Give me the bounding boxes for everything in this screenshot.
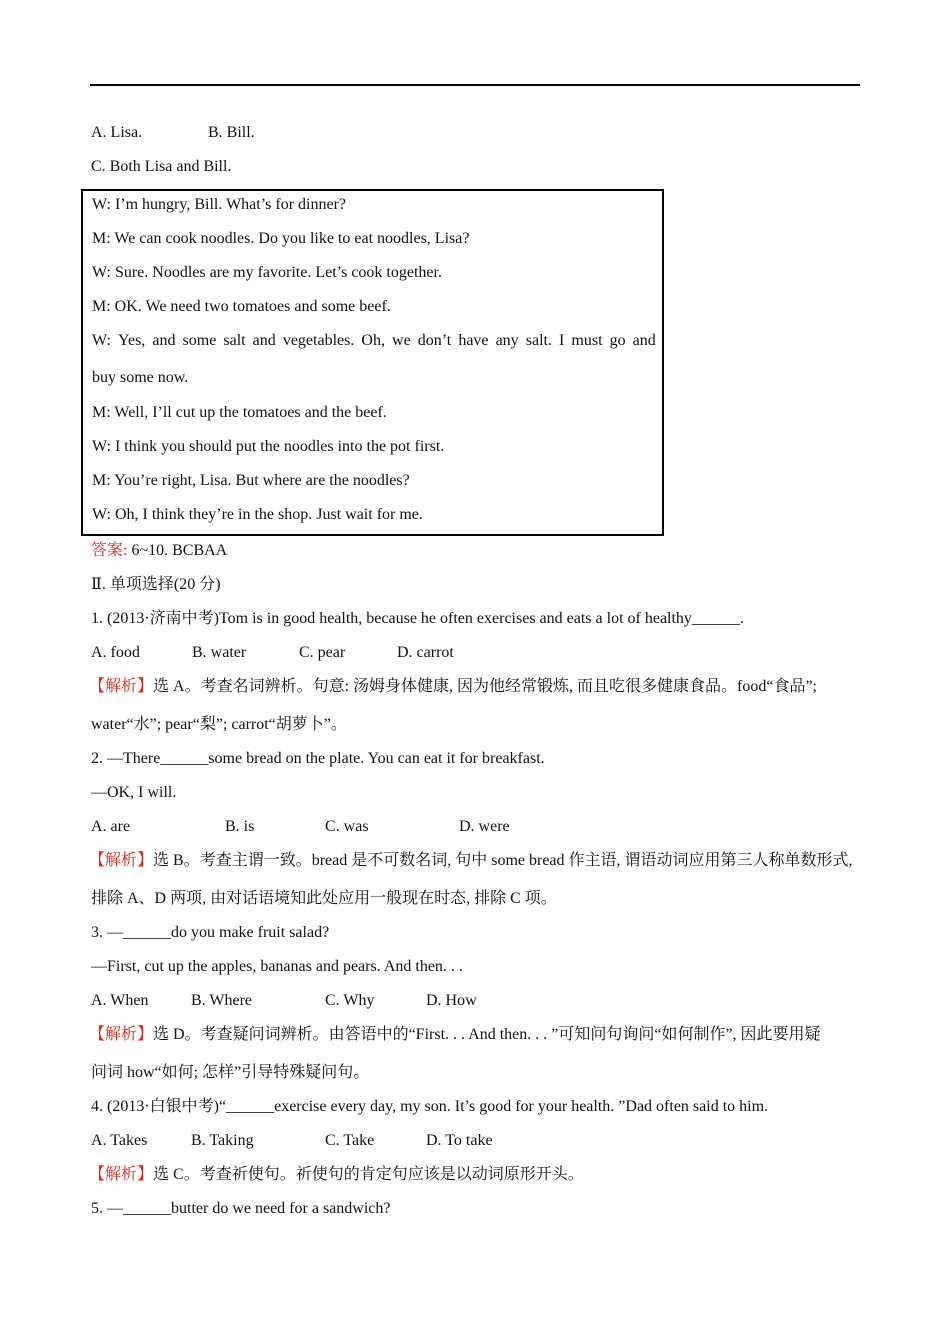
dialogue-word: don’t xyxy=(417,332,452,349)
q1-analysis-line-1 xyxy=(89,677,817,697)
question-2-options xyxy=(91,817,510,837)
option-row xyxy=(91,123,255,143)
dialogue-line: M: You’re right, Lisa. But where are the noodles? xyxy=(92,472,410,489)
q2-option: C. was xyxy=(325,818,369,835)
dialogue-word: some xyxy=(182,332,217,349)
q4-option: C. Take xyxy=(325,1132,375,1149)
q3-analysis-text: 选 D。考查疑问词辨析。由答语中的“First. . . And then. . . ”可知问句询问“如何制作”, 因此要用疑 xyxy=(153,1026,821,1043)
dialogue-line: M: Well, I’ll cut up the tomatoes and the beef. xyxy=(92,404,387,421)
question-5-stem: 5. —______butter do we need for a sandwich? xyxy=(91,1200,391,1217)
q2-analysis-line-2: 排除 A、D 两项, 由对话语境知此处应用一般现在时态, 排除 C 项。 xyxy=(91,890,557,907)
dialogue-line: W: I think you should put the noodles into the pot first. xyxy=(92,438,445,455)
question-1-options xyxy=(91,643,454,663)
section-title: Ⅱ. 单项选择(20 分) xyxy=(91,576,221,593)
dialogue-line: M: We can cook noodles. Do you like to eat noodles, Lisa? xyxy=(92,230,470,247)
option-c: C. Both Lisa and Bill. xyxy=(91,158,232,175)
question-4-options xyxy=(91,1131,493,1151)
dialogue-word: vegetables. xyxy=(282,332,355,349)
q3-option: A. When xyxy=(91,992,149,1009)
q4-analysis-line-1 xyxy=(89,1165,584,1185)
dialogue-line: W: Oh, I think they’re in the shop. Just wait for me. xyxy=(92,506,423,523)
q2-analysis-line-1 xyxy=(89,851,853,871)
answer-text: 6~10. BCBAA xyxy=(127,542,228,559)
dialogue-line: W: Sure. Noodles are my favorite. Let’s cook together. xyxy=(92,264,442,281)
question-3-stem: 3. —______do you make fruit salad? xyxy=(91,924,330,941)
dialogue-line: M: OK. We need two tomatoes and some beef. xyxy=(92,298,391,315)
header-rule xyxy=(90,84,860,86)
dialogue-word: and xyxy=(152,332,176,349)
dialogue-word: salt xyxy=(223,332,246,349)
q4-analysis-text: 选 C。考查祈使句。祈使句的肯定句应该是以动词原形开头。 xyxy=(153,1166,584,1183)
answer-line xyxy=(91,541,227,561)
q1-option: C. pear xyxy=(299,644,346,661)
dialogue-word: must xyxy=(571,332,603,349)
dialogue-line-justified xyxy=(92,331,656,351)
q2-analysis-text: 选 B。考查主谓一致。bread 是不可数名词, 句中 some bread 作主语, 谓语动词应用第三人称单数形式, xyxy=(153,852,853,869)
analysis-label: 【解析】 xyxy=(89,1026,154,1043)
q1-option: B. water xyxy=(192,644,247,661)
question-3-options xyxy=(91,991,477,1011)
dialogue-word: we xyxy=(392,332,411,349)
q1-option: D. carrot xyxy=(397,644,454,661)
q3-analysis-line-2: 问词 how“如何; 怎样”引导特殊疑问句。 xyxy=(91,1064,370,1081)
q1-option: A. food xyxy=(91,644,140,661)
dialogue-word: Oh, xyxy=(361,332,385,349)
dialogue-word: and xyxy=(632,332,656,349)
q3-option: D. How xyxy=(426,992,477,1009)
dialogue-line: W: I’m hungry, Bill. What’s for dinner? xyxy=(92,196,347,213)
answer-label: 答案: xyxy=(91,542,128,559)
analysis-label: 【解析】 xyxy=(89,1166,154,1183)
q4-option: B. Taking xyxy=(191,1132,254,1149)
dialogue-word: any xyxy=(495,332,519,349)
option-b: B. Bill. xyxy=(208,124,255,141)
option-a: A. Lisa. xyxy=(91,124,143,141)
dialogue-word: W: xyxy=(92,332,111,349)
analysis-label: 【解析】 xyxy=(89,678,154,695)
q1-analysis-line-2: water“水”; pear“梨”; carrot“胡萝卜”。 xyxy=(91,716,347,733)
dialogue-word: Yes, xyxy=(118,332,146,349)
dialogue-word: have xyxy=(458,332,489,349)
q3-option: C. Why xyxy=(325,992,375,1009)
question-4-stem: 4. (2013·白银中考)“______exercise every day, my son. It’s good for your health. ”Dad often said to him. xyxy=(91,1098,769,1115)
dialogue-word: salt. xyxy=(525,332,552,349)
question-2-stem: 2. —There______some bread on the plate. You can eat it for breakfast. xyxy=(91,750,545,767)
dialogue-word: and xyxy=(252,332,276,349)
q2-option: D. were xyxy=(459,818,510,835)
q4-option: A. Takes xyxy=(91,1132,148,1149)
question-3-reply: —First, cut up the apples, bananas and pears. And then. . . xyxy=(91,958,463,975)
dialogue-box xyxy=(81,189,664,536)
q2-option: A. are xyxy=(91,818,131,835)
analysis-label: 【解析】 xyxy=(89,852,154,869)
q2-option: B. is xyxy=(225,818,255,835)
dialogue-line: buy some now. xyxy=(92,369,189,386)
question-2-reply: —OK, I will. xyxy=(91,784,177,801)
q3-analysis-line-1 xyxy=(89,1025,821,1045)
q3-option: B. Where xyxy=(191,992,253,1009)
q1-analysis-text: 选 A。考查名词辨析。句意: 汤姆身体健康, 因为他经常锻炼, 而且吃很多健康食品。food“食品”; xyxy=(153,678,817,695)
question-1-stem: 1. (2013·济南中考)Tom is in good health, because he often exercises and eats a lot of healthy______. xyxy=(91,610,744,627)
q4-option: D. To take xyxy=(426,1132,493,1149)
dialogue-word: go xyxy=(609,332,626,349)
dialogue-word: I xyxy=(559,332,565,349)
